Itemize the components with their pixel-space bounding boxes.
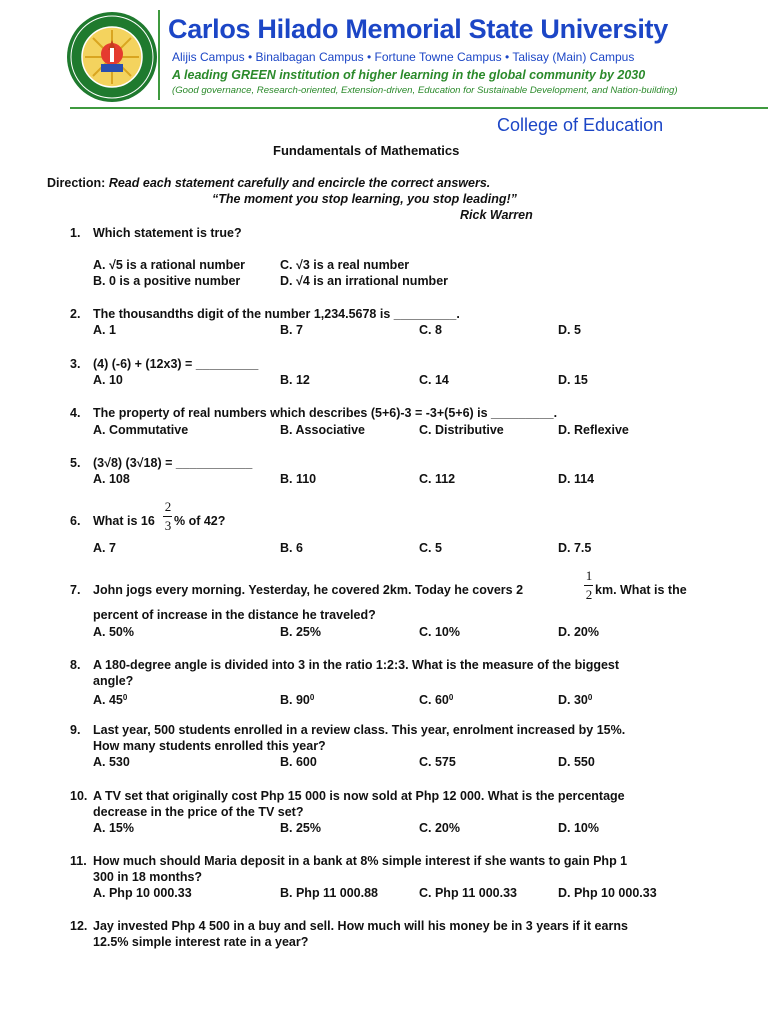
question-text: What is 16 xyxy=(93,514,155,528)
question-number: 5. xyxy=(70,456,81,470)
choice: D. Reflexive xyxy=(558,423,629,437)
choice: B. 600 xyxy=(280,755,317,769)
question-text: Which statement is true? xyxy=(93,226,242,240)
core-values: (Good governance, Research-oriented, Extension-driven, Education for Sustainable Development, and Nation-building) xyxy=(172,85,678,96)
choice: B. 7 xyxy=(280,323,303,337)
choice: B. 12 xyxy=(280,373,310,387)
university-seal-logo xyxy=(63,10,161,104)
question-text: How much should Maria deposit in a bank at 8% simple interest if she wants to gain Php 1 xyxy=(93,854,628,868)
question-number: 8. xyxy=(70,658,81,672)
question-number: 9. xyxy=(70,723,81,737)
question-text: Jay invested Php 4 500 in a buy and sell. How much will his money be in 3 years if it earns xyxy=(93,919,628,933)
question-number: 12. xyxy=(70,919,88,933)
choice: A. $45^0$ xyxy=(93,693,128,707)
choice: C. Php 11 000.33 xyxy=(419,886,517,900)
question-text-line2: 12.5% simple interest rate in a year? xyxy=(93,935,309,949)
direction-text: Read each statement carefully and encircle the correct answers. xyxy=(108,176,491,190)
choice: D. 5 xyxy=(558,323,581,337)
choice: B. 25% xyxy=(280,625,321,639)
choice: A. Commutative xyxy=(93,423,189,437)
header-divider-vertical xyxy=(158,10,160,100)
choice: C. 575 xyxy=(419,755,456,769)
question-text: (4) (-6) + (12x3) = _________ xyxy=(93,357,259,371)
question-text-line2: angle? xyxy=(93,674,134,688)
question-number: 11. xyxy=(70,854,87,868)
choice: C. $60^0$ xyxy=(419,693,454,707)
question-number: 3. xyxy=(70,357,81,371)
choice: A. Php 10 000.33 xyxy=(93,886,192,900)
campus-list: Alijis Campus • Binalbagan Campus • Fortune Towne Campus • Talisay (Main) Campus xyxy=(172,50,635,64)
subject-title: Fundamentals of Mathematics xyxy=(273,143,460,158)
quote-author: Rick Warren xyxy=(460,208,533,222)
quote: “The moment you stop learning, you stop leading!” xyxy=(212,192,517,206)
choice: A. 1 xyxy=(93,323,116,337)
question-text: Last year, 500 students enrolled in a review class. This year, enrolment increased by 15%. xyxy=(93,723,626,737)
choice: C. 20% xyxy=(419,821,460,835)
direction-label: Direction: xyxy=(47,176,106,190)
question-number: 2. xyxy=(70,307,81,321)
fraction-bar xyxy=(584,585,593,586)
fraction-denominator: 3 xyxy=(164,518,172,533)
choice: A. 10 xyxy=(93,373,123,387)
choice: D. 15 xyxy=(558,373,588,387)
question-text: John jogs every morning. Yesterday, he covered 2km. Today he covers 2 xyxy=(93,583,524,597)
choice: A. 530 xyxy=(93,755,130,769)
question-number: 4. xyxy=(70,406,81,420)
choice: D. √4 is an irrational number xyxy=(280,274,449,288)
choice: A. 108 xyxy=(93,472,130,486)
college-name: College of Education xyxy=(497,115,664,135)
fraction-numerator: 1 xyxy=(585,568,593,583)
choice: B. Php 11 000.88 xyxy=(280,886,378,900)
question-text: The property of real numbers which describes (5+6)-3 = -3+(5+6) is _________. xyxy=(93,406,558,420)
choice: D. Php 10 000.33 xyxy=(558,886,657,900)
direction-line xyxy=(47,176,490,190)
question-text: The thousandths digit of the number 1,234.5678 is _________. xyxy=(93,307,460,321)
choice: B. 0 is a positive number xyxy=(93,274,241,288)
choice: A. 7 xyxy=(93,541,116,555)
question-number: 6. xyxy=(70,514,81,528)
header-divider-horizontal xyxy=(70,107,768,109)
question-text: (3√8) (3√18) = ___________ xyxy=(93,456,253,470)
fraction-bar xyxy=(163,516,172,517)
choice: C. √3 is a real number xyxy=(280,258,410,272)
choice: B. 25% xyxy=(280,821,321,835)
choice: C. 8 xyxy=(419,323,442,337)
fraction-numerator: 2 xyxy=(164,499,172,514)
choice: C. Distributive xyxy=(419,423,504,437)
fraction-denominator: 2 xyxy=(585,587,593,602)
choice: D. 10% xyxy=(558,821,599,835)
question-text: km. What is the xyxy=(595,583,687,597)
question-text: % of 42? xyxy=(174,514,226,528)
choice: C. 10% xyxy=(419,625,460,639)
question-number: 10. xyxy=(70,789,88,803)
choice: D. 114 xyxy=(558,472,595,486)
choice: D. 550 xyxy=(558,755,595,769)
choice: B. Associative xyxy=(280,423,365,437)
choice: B. 6 xyxy=(280,541,303,555)
choice: A. 50% xyxy=(93,625,134,639)
vision-statement: A leading GREEN institution of higher learning in the global community by 2030 xyxy=(172,68,646,82)
choice: C. 14 xyxy=(419,373,449,387)
choice: B. $90^0$ xyxy=(280,693,315,707)
question-text-line2: decrease in the price of the TV set? xyxy=(93,805,304,819)
choice: D. 7.5 xyxy=(558,541,592,555)
choice: A. 15% xyxy=(93,821,134,835)
choice: A. √5 is a rational number xyxy=(93,258,246,272)
question-text-line2: 300 in 18 months? xyxy=(93,870,203,884)
choice: D. 20% xyxy=(558,625,599,639)
university-name: Carlos Hilado Memorial State University xyxy=(168,14,668,44)
choice: C. 112 xyxy=(419,472,456,486)
question-text: A TV set that originally cost Php 15 000 is now sold at Php 12 000. What is the percentage xyxy=(93,789,625,803)
question-number: 7. xyxy=(70,583,81,597)
choice: D. $30^0$ xyxy=(558,693,593,707)
choice: C. 5 xyxy=(419,541,442,555)
question-text: A 180-degree angle is divided into 3 in the ratio 1:2:3. What is the measure of the biggest xyxy=(93,658,620,672)
choice: B. 110 xyxy=(280,472,317,486)
question-number: 1. xyxy=(70,226,81,240)
question-text-line2: How many students enrolled this year? xyxy=(93,739,326,753)
question-text-line2: percent of increase in the distance he traveled? xyxy=(93,608,376,622)
